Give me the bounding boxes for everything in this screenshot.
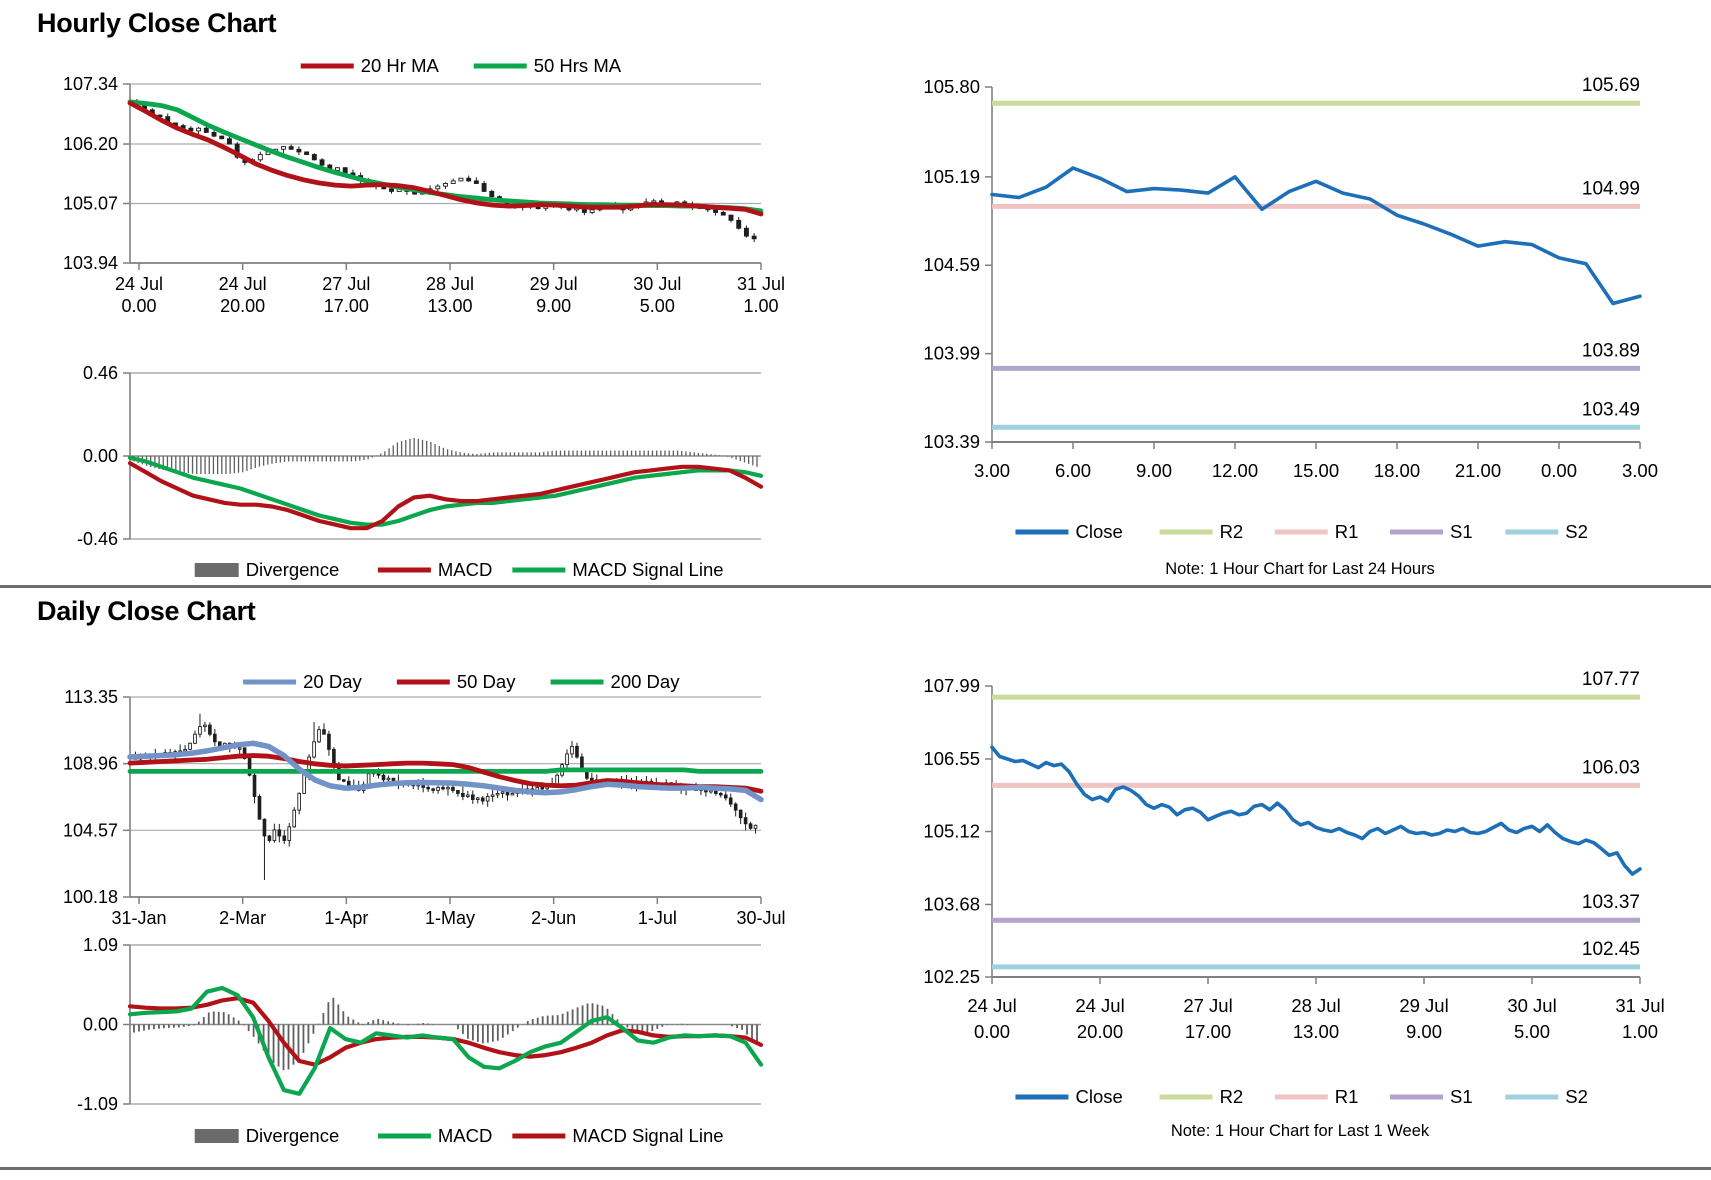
svg-text:104.57: 104.57 — [62, 820, 118, 841]
svg-text:1-Jul: 1-Jul — [637, 908, 677, 928]
svg-text:20.00: 20.00 — [1076, 1021, 1124, 1042]
svg-text:30-Jul: 30-Jul — [736, 908, 786, 928]
svg-text:105.12: 105.12 — [923, 820, 980, 842]
legend-label: MACD Signal Line — [572, 559, 724, 580]
svg-text:29 Jul: 29 Jul — [529, 274, 578, 294]
x-axis-labels — [974, 460, 1658, 481]
legend — [1015, 521, 1587, 542]
svg-text:0.46: 0.46 — [82, 363, 118, 383]
svg-text:5.00: 5.00 — [1513, 1021, 1551, 1042]
legend-label: S1 — [1450, 521, 1473, 542]
legend-label: 20 Day — [303, 671, 362, 692]
legend-label: MACD — [437, 559, 493, 580]
svg-text:105.07: 105.07 — [62, 193, 118, 214]
svg-text:107.34: 107.34 — [62, 74, 118, 94]
svg-text:29 Jul: 29 Jul — [1399, 995, 1449, 1016]
legend-label: 50 Hrs MA — [533, 55, 622, 76]
level-label-s1: 103.89 — [1581, 340, 1640, 362]
svg-text:12.00: 12.00 — [1211, 460, 1259, 481]
svg-text:2-Mar: 2-Mar — [219, 908, 267, 928]
svg-text:104.59: 104.59 — [923, 254, 980, 276]
hourly-pivot-chart — [830, 48, 1711, 578]
x-axis-ticks — [992, 977, 1640, 984]
svg-text:100.18: 100.18 — [62, 887, 118, 907]
svg-text:0.00: 0.00 — [82, 446, 118, 466]
svg-text:5.00: 5.00 — [639, 296, 675, 316]
svg-text:102.25: 102.25 — [923, 966, 980, 987]
svg-text:13.00: 13.00 — [427, 296, 473, 316]
x-axis-ticks — [139, 897, 761, 904]
y-axis-labels — [923, 76, 992, 452]
legend-label: 20 Hr MA — [360, 55, 439, 76]
level-label-s2: 102.45 — [1581, 938, 1640, 960]
svg-text:108.96: 108.96 — [62, 753, 118, 774]
x-axis-labels — [967, 995, 1664, 1042]
gridlines — [130, 945, 761, 1104]
svg-text:103.68: 103.68 — [923, 893, 980, 915]
legend — [195, 559, 724, 580]
y-axis-labels — [77, 363, 130, 549]
svg-text:9.00: 9.00 — [1135, 460, 1173, 481]
legend-label: R2 — [1219, 521, 1244, 542]
svg-text:3.00: 3.00 — [973, 460, 1011, 481]
svg-text:106.20: 106.20 — [62, 134, 118, 155]
svg-text:2-Jun: 2-Jun — [531, 908, 577, 928]
svg-text:20.00: 20.00 — [220, 296, 266, 316]
daily-pivot-chart — [830, 588, 1711, 1166]
svg-text:17.00: 17.00 — [1184, 1021, 1232, 1042]
svg-text:105.19: 105.19 — [923, 165, 980, 187]
legend — [195, 1125, 724, 1146]
legend-label: S1 — [1450, 1086, 1473, 1107]
close-line — [992, 168, 1640, 304]
daily-price-chart — [30, 590, 800, 938]
legend — [243, 671, 680, 692]
svg-text:107.99: 107.99 — [923, 675, 980, 696]
gridlines — [130, 84, 761, 263]
svg-text:31-Jan: 31-Jan — [111, 908, 167, 928]
svg-text:113.35: 113.35 — [64, 687, 118, 707]
svg-text:0.00: 0.00 — [82, 1014, 118, 1035]
svg-text:27 Jul: 27 Jul — [1183, 995, 1233, 1016]
legend — [301, 55, 622, 76]
svg-text:31 Jul: 31 Jul — [736, 274, 786, 294]
svg-text:18.00: 18.00 — [1373, 460, 1421, 481]
pivot-level-labels — [1582, 669, 1640, 960]
level-label-r2: 107.77 — [1581, 669, 1640, 691]
svg-text:9.00: 9.00 — [1405, 1021, 1443, 1042]
level-label-r1: 106.03 — [1581, 757, 1640, 779]
svg-text:106.55: 106.55 — [923, 748, 980, 770]
svg-text:0.00: 0.00 — [121, 296, 157, 316]
svg-text:13.00: 13.00 — [1292, 1021, 1340, 1042]
svg-text:28 Jul: 28 Jul — [1291, 995, 1341, 1016]
x-axis-labels — [115, 274, 785, 316]
macd-signal-line — [130, 998, 761, 1064]
svg-text:17.00: 17.00 — [323, 296, 369, 316]
gridlines — [130, 373, 761, 539]
svg-text:3.00: 3.00 — [1621, 460, 1659, 481]
svg-text:27 Jul: 27 Jul — [322, 274, 371, 294]
divergence-bars — [134, 998, 757, 1070]
svg-text:1.00: 1.00 — [743, 296, 779, 316]
svg-text:1-May: 1-May — [424, 908, 476, 928]
level-label-r2: 105.69 — [1581, 75, 1640, 97]
legend-label: S2 — [1565, 521, 1588, 542]
svg-text:-1.09: -1.09 — [76, 1094, 118, 1114]
svg-text:30 Jul: 30 Jul — [633, 274, 682, 294]
legend-label: MACD Signal Line — [572, 1125, 724, 1146]
level-label-r1: 104.99 — [1581, 178, 1640, 200]
svg-text:21.00: 21.00 — [1454, 460, 1502, 481]
svg-text:-0.46: -0.46 — [76, 529, 118, 549]
svg-text:103.94: 103.94 — [62, 253, 118, 273]
svg-text:105.80: 105.80 — [923, 76, 980, 97]
macd-line — [130, 988, 761, 1094]
legend-label: Close — [1075, 521, 1123, 542]
legend — [1015, 1086, 1587, 1107]
svg-text:1.09: 1.09 — [82, 935, 118, 955]
chart-note: Note: 1 Hour Chart for Last 1 Week — [1170, 1122, 1430, 1140]
pivot-levels — [992, 697, 1640, 967]
svg-text:24 Jul: 24 Jul — [114, 274, 164, 294]
candles — [134, 714, 757, 880]
y-axis-labels — [63, 687, 130, 907]
pivot-levels — [992, 103, 1640, 427]
candles — [135, 99, 756, 242]
legend-label: Close — [1075, 1086, 1123, 1107]
svg-text:24 Jul: 24 Jul — [1075, 995, 1125, 1016]
y-axis-labels — [77, 935, 130, 1114]
svg-text:103.39: 103.39 — [923, 431, 980, 452]
y-axis-labels — [63, 74, 130, 273]
close-line — [992, 747, 1640, 874]
legend-label: Divergence — [245, 559, 340, 580]
svg-text:15.00: 15.00 — [1292, 460, 1340, 481]
hourly-price-chart — [30, 40, 800, 328]
series-200-day — [130, 770, 761, 772]
legend-bar-swatch — [195, 1129, 239, 1143]
svg-text:30 Jul: 30 Jul — [1507, 995, 1557, 1016]
legend-label: Divergence — [245, 1125, 340, 1146]
svg-text:103.99: 103.99 — [923, 342, 980, 364]
hourly-section-title: Hourly Close Chart — [37, 8, 277, 38]
daily-macd-chart — [30, 930, 800, 1180]
gridlines — [130, 697, 761, 897]
svg-text:6.00: 6.00 — [1054, 460, 1092, 481]
legend-label: 200 Day — [610, 671, 680, 692]
x-axis-ticks — [992, 442, 1640, 449]
x-axis-labels — [111, 908, 785, 928]
svg-text:0.00: 0.00 — [973, 1021, 1011, 1042]
y-axis-labels — [923, 675, 992, 987]
svg-text:31 Jul: 31 Jul — [1615, 995, 1665, 1016]
svg-text:24 Jul: 24 Jul — [218, 274, 267, 294]
bottom-divider — [0, 1167, 1711, 1170]
legend-bar-swatch — [195, 563, 239, 577]
level-label-s1: 103.37 — [1581, 892, 1640, 914]
svg-text:28 Jul: 28 Jul — [425, 274, 475, 294]
level-label-s2: 103.49 — [1581, 399, 1640, 421]
svg-text:24 Jul: 24 Jul — [967, 995, 1017, 1016]
legend-label: R2 — [1219, 1086, 1244, 1107]
legend-label: R1 — [1334, 1086, 1359, 1107]
hourly-macd-chart — [30, 330, 800, 585]
svg-text:1.00: 1.00 — [1621, 1021, 1659, 1042]
legend-label: 50 Day — [456, 671, 516, 692]
x-axis-ticks — [139, 263, 761, 270]
legend-label: MACD — [437, 1125, 493, 1146]
legend-label: S2 — [1565, 1086, 1588, 1107]
svg-text:1-Apr: 1-Apr — [324, 908, 369, 928]
chart-note: Note: 1 Hour Chart for Last 24 Hours — [1165, 560, 1435, 578]
daily-section-title: Daily Close Chart — [37, 596, 256, 626]
svg-text:0.00: 0.00 — [1540, 460, 1578, 481]
series-20-hr-ma — [130, 103, 761, 214]
legend-label: R1 — [1334, 521, 1359, 542]
svg-text:9.00: 9.00 — [536, 296, 572, 316]
